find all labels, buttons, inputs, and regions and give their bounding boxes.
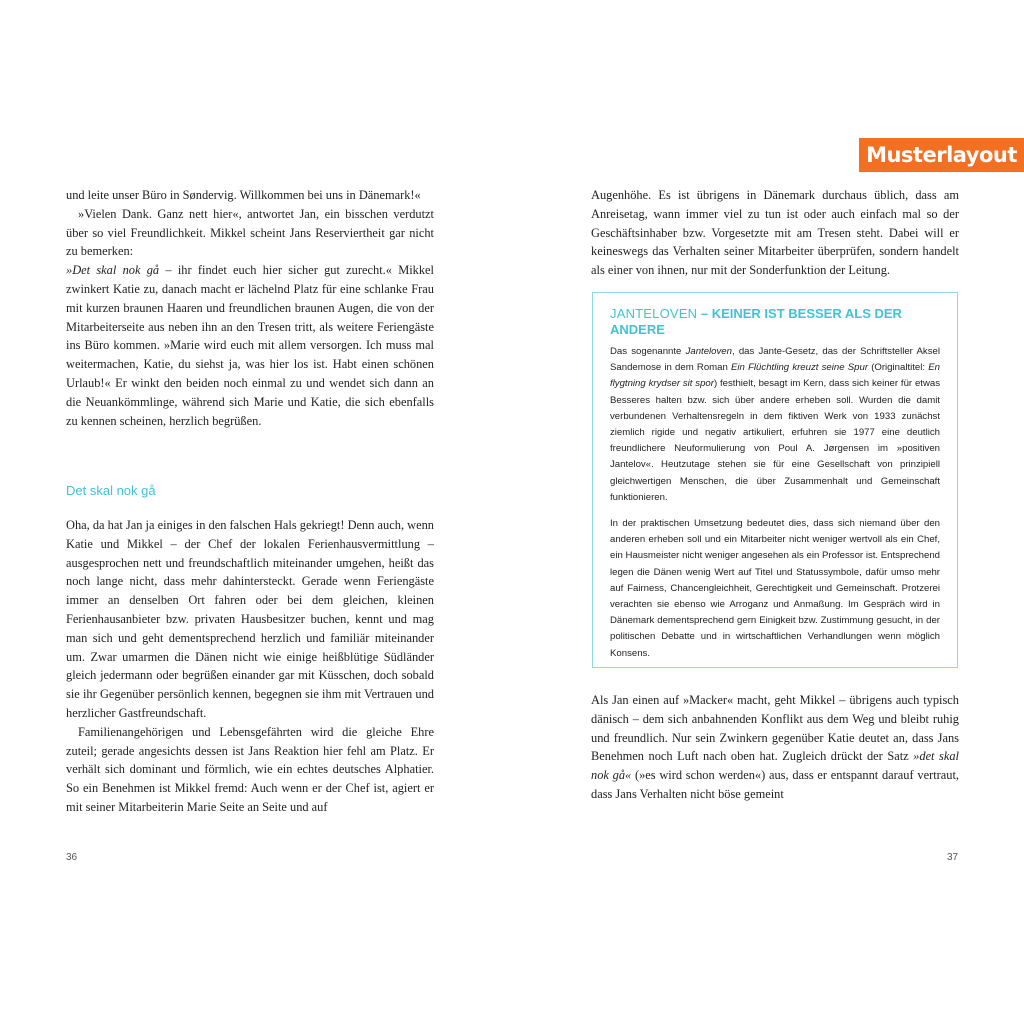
text-run: Als Jan einen auf »Macker« macht, geht Mikkel – übrigens auch typisch dänisch – dem sich anbahnenden Konflikt aus dem Weg und bleibt ruhig und freundlich. Nur sein Zwinkern gegenüber Katie deutet an, dass Jans Benehmen noch Luft nach oben hat. Zugleich drückt der Satz xyxy=(591,693,959,764)
emphasis: En flygtning krydser sit spor xyxy=(610,362,940,390)
paragraph: Familienangehörigen und Lebensgefährten wird die gleiche Ehre zuteil; gerade angesichts dessen ist Jans Reaktion hier fehl am Platz. Er verhält sich dominant und förmlich, wie ein echtes deutsches Alphatier. So ein Benehmen ist Mikkel fremd: Auch wenn er der Chef ist, agiert er mit seiner Mitarbeiterin Marie Seite an Seite und auf xyxy=(66,724,434,814)
info-box-paragraph: In der praktischen Umsetzung bedeutet dies, dass sich niemand über den anderen erheben soll und ein Mitarbeiter nicht weniger wertvoll als ein Chef, ein Hausmeister nicht weniger angesehen als ein Professor ist. Entsprechend legen die Dänen wenig Wert auf Titel und Statussymbole, dafür umso mehr auf Fairness, Chancengleichheit, Gerechtigkeit und Gemeinschaft. Protzerei verachten sie ebenso wie Arroganz und Anmaßung. Im Gespräch wird in Dänemark dementsprechend gern Einigkeit bzw. Zustimmung gesucht, in der politischen Debatte und in wirtschaftlichen Verhandlungen wenn möglich Konsens. xyxy=(610,518,940,659)
text-run: Das sogenannte xyxy=(610,346,686,357)
emphasis: Janteloven xyxy=(685,346,732,357)
emphasis: Ein Flüchtling kreuzt seine Spur xyxy=(731,362,869,374)
page-number-left: 36 xyxy=(66,852,78,863)
paragraph xyxy=(66,261,434,430)
text-run: (Originaltitel: xyxy=(868,362,929,374)
right-column-bottom xyxy=(591,691,959,804)
text-run: (»es wird schon werden«) aus, dass er entspannt darauf vertraut, dass Jans Verhalten nicht böse gemeint xyxy=(591,768,959,801)
danish-phrase: »Det skal nok gå xyxy=(66,263,160,278)
musterlayout-badge: Musterlayout xyxy=(859,138,1024,172)
left-column-top xyxy=(66,186,434,430)
info-box xyxy=(592,292,958,668)
section-subheading: Det skal nok gå xyxy=(66,483,156,498)
text-run: ) festhielt, besagt im Kern, dass sich keiner für etwas Besseres halten bzw. sich über andere erheben soll. Wurden die damit verbundenen Verhaltensregeln in dem fiktiven Werk von 1933 zunächst ziemlich rigide und negativ artikuliert, erfuhren sie 1977 eine deutlich freundlichere Neuformulierung von Poul A. Jørgensen im »positiven Jantelov«. Heutzutage stehen sie für eine Gesellschaft von prinzipiell gleichwertigen Menschen, die über Zusammenhalt und Gemeinschaft funktionieren. xyxy=(610,378,941,503)
paragraph: Augenhöhe. Es ist übrigens in Dänemark durchaus üblich, dass am Anreisetag, wann immer viel zu tun ist oder auch einfach mal so der Geschäftsinhaber bzw. Vorgesetzte mit am Tresen steht. Dabei will er keineswegs das Verhalten seiner Mitarbeiter überprüfen, sondern handelt als einer von ihnen, nur mit der Sonderfunktion der Leitung. xyxy=(591,188,959,278)
info-box-title-bold: – KEINER IST BESSER ALS DER ANDERE xyxy=(610,306,902,337)
paragraph: Oha, da hat Jan ja einiges in den falschen Hals gekriegt! Denn auch, wenn Katie und Mikkel – der Chef der lokalen Ferienhausvermittlung – ausgesprochen nett und freundschaftlich miteinander umgehen, heißt das noch lange nicht, dass mehr dahintersteckt. Gerade wenn Feriengäste immer an denselben Ort fahren oder bei dem gleichen, kleinen Ferienhausanbieter bzw. privaten Hausbesitzer buchen, kennt und mag man sich und geht dementsprechend herzlich und familiär miteinander um. Zwar umarmen die Dänen nicht wie einige heißblütige Südländer gleich jedermann oder begrüßen einander gar mit Küsschen, doch sobald sie ihr Gegenüber persönlich kennen, begegnen sie ihm mit Vertrauen und herzlicher Gastfreundschaft. xyxy=(66,518,434,720)
right-column-top xyxy=(591,186,959,280)
paragraph: »Vielen Dank. Ganz nett hier«, antwortet Jan, ein bisschen verdutzt über so viel Freundlichkeit. Mikkel scheint Jans Reserviertheit gar nicht zu bemerken: xyxy=(66,206,434,259)
danish-phrase: »det skal nok gå« xyxy=(591,749,959,783)
paragraph xyxy=(591,691,959,804)
text-run: , das Jante-Gesetz, das der Schriftsteller Aksel Sandemose in dem Roman xyxy=(610,346,940,374)
paragraph: und leite unser Büro in Søndervig. Willkommen bei uns in Dänemark!« xyxy=(66,188,421,202)
info-box-paragraph xyxy=(610,344,940,506)
info-box-title-lead: JANTELOVEN xyxy=(610,306,698,321)
page-number-right: 37 xyxy=(947,852,959,863)
paragraph-text: – ihr findet euch hier sicher gut zurecht.« Mikkel zwinkert Katie zu, danach macht er lächelnd Platz für eine schlanke Frau mit kurzen braunen Haaren und freundlichen braunen Augen, die von der Mitarbeiterseite aus neben ihn an den Tresen tritt, als weitere Feriengäste ins Büro kommen. »Marie wird euch mit allem versorgen. Ich muss mal weitermachen, Katie, du siehst ja, was hier los ist. Habt einen schönen Urlaub!« Er winkt den beiden noch einmal zu und wendet sich dann an die Neuankömmlinge, während sich Marie und Katie, die sich ebenfalls zu kennen scheinen, herzlich begrüßen. xyxy=(66,263,434,428)
info-box-title xyxy=(610,306,940,338)
left-column-bottom xyxy=(66,516,434,817)
